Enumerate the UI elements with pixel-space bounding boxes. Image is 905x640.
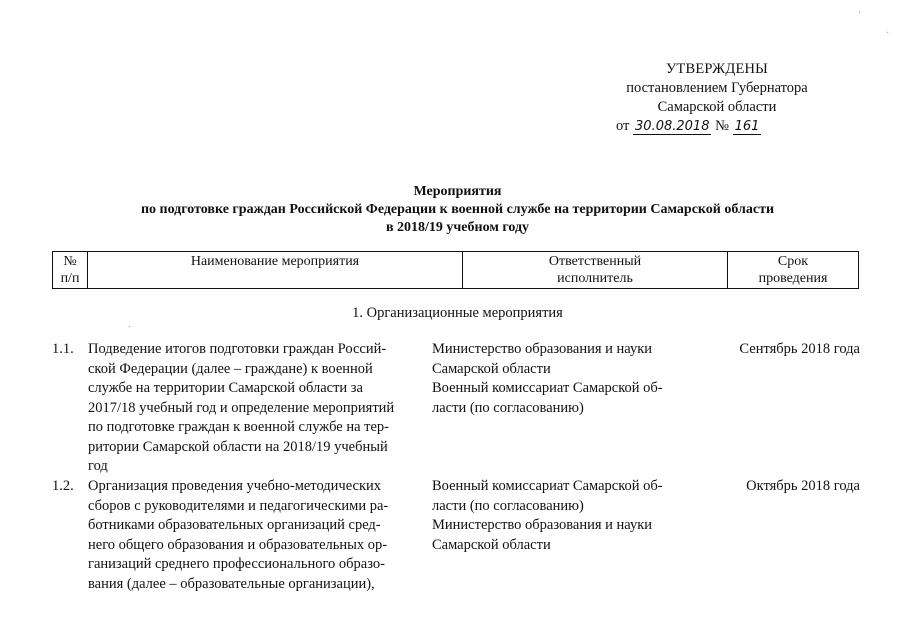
row-name-line: ботниками образовательных организаций сред-	[88, 517, 381, 533]
row-name-line: Подведение итогов подготовки граждан Россий-	[88, 341, 387, 357]
row-name-line: ганизаций среднего профессионального образо-	[88, 556, 385, 572]
section-title: 1. Организационные мероприятия	[352, 305, 563, 321]
row-name-line: 2017/18 учебный год и определение мероприятий	[88, 399, 395, 416]
header-term-line-1: Срок	[777, 254, 809, 269]
row-responsible	[432, 340, 694, 418]
row-responsible-line: Министерство образования и науки	[432, 517, 653, 533]
row-name-line: вания (далее – образовательные организации),	[88, 575, 375, 592]
approval-date-line	[612, 117, 822, 136]
row-number: 1.2.	[52, 478, 74, 494]
row-responsible	[432, 477, 694, 555]
row-name-line: ской Федерации (далее – граждане) к военной	[88, 360, 373, 377]
row-responsible-line: Военный комиссариат Самарской об-	[432, 478, 663, 494]
header-cell-number	[53, 252, 88, 289]
date-prefix: от	[616, 118, 630, 134]
row-name-line: ритории Самарской области на 2018/19 учебный	[88, 438, 388, 455]
header-cell-term	[728, 252, 859, 289]
approval-date: 30.08.2018	[635, 119, 710, 134]
header-term-line-2: проведения	[758, 271, 828, 286]
row-responsible-line: Самарской области	[432, 360, 551, 377]
row-activity-name	[88, 340, 420, 477]
row-responsible-line: ласти (по согласованию)	[432, 497, 584, 514]
header-cell-responsible	[463, 252, 728, 289]
row-name-line: сборов с руководителями и педагогическими ра-	[88, 497, 389, 514]
approval-header: УТВЕРЖДЕНЫ	[665, 61, 769, 77]
row-responsible-line: Министерство образования и науки	[432, 341, 653, 357]
approval-number: 161	[734, 119, 760, 134]
header-cell-name	[88, 252, 463, 289]
row-responsible-line: Военный комиссариат Самарской об-	[432, 380, 663, 396]
scan-speck: ·	[858, 8, 862, 19]
row-responsible-line: ласти (по согласованию)	[432, 399, 584, 416]
row-term: Сентябрь 2018 года	[739, 341, 860, 357]
header-number-line-1: №	[63, 254, 77, 269]
row-name-line: него общего образования и образовательных ор-	[88, 536, 388, 553]
row-name-line: год	[88, 458, 108, 474]
header-responsible-line-1: Ответственный	[548, 254, 642, 269]
table-header	[52, 251, 859, 289]
row-name-line: по подготовке граждан к военной службе на тер-	[88, 419, 389, 435]
row-name-line: Организация проведения учебно-методических	[88, 478, 381, 494]
approval-block	[612, 60, 822, 136]
approval-line-2: Самарской области	[657, 99, 777, 115]
row-name-line: службе на территории Самарской области за	[88, 380, 363, 396]
approval-line-1: постановлением Губернатора	[626, 80, 808, 96]
document-title	[60, 183, 855, 237]
row-number: 1.1.	[52, 341, 74, 357]
header-number-line-2: п/п	[60, 271, 80, 286]
row-activity-name	[88, 477, 420, 594]
scan-speck: ·	[886, 28, 890, 39]
header-responsible-line-2: исполнитель	[557, 271, 633, 286]
title-line-3: в 2018/19 учебном году	[385, 220, 530, 235]
title-line-1: Мероприятия	[413, 184, 502, 199]
header-name-label: Наименование мероприятия	[190, 254, 360, 269]
scan-speck: ·	[128, 322, 132, 333]
number-prefix: №	[715, 118, 729, 134]
row-responsible-line: Самарской области	[432, 536, 551, 553]
row-term: Октябрь 2018 года	[746, 478, 860, 494]
title-line-2: по подготовке граждан Российской Федерации к военной службе на территории Самарской области	[140, 202, 775, 217]
